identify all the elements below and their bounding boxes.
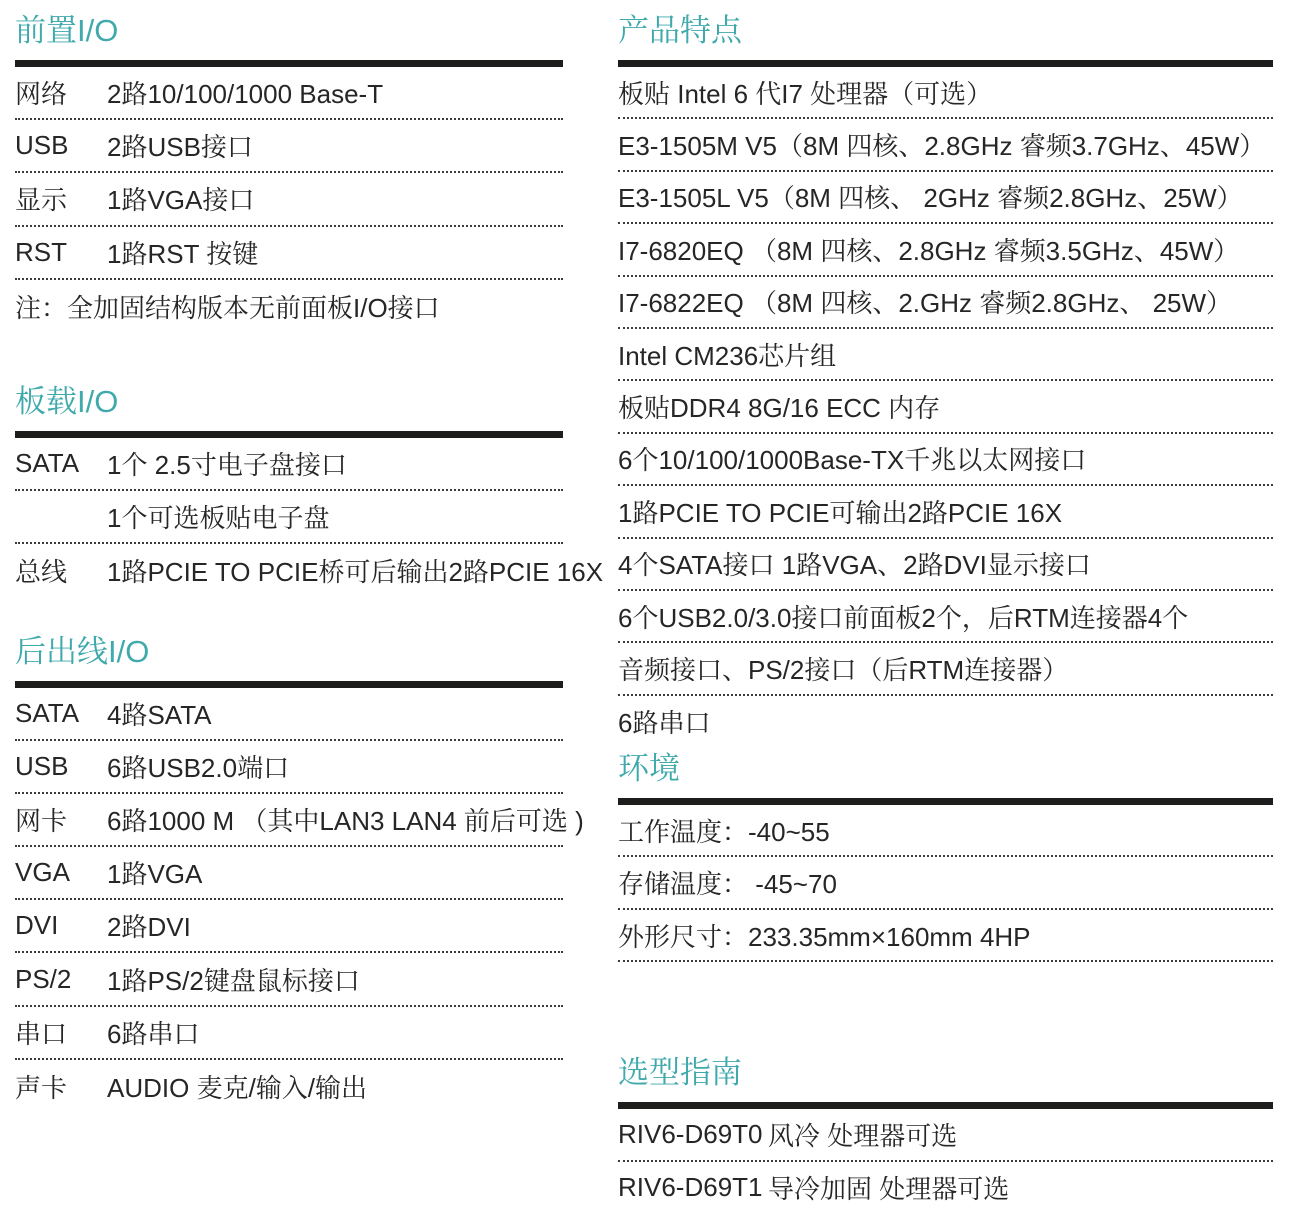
spec-label: SATA [15,448,80,479]
section-heavy-rule [618,798,1273,805]
spec-text: 板贴DDR4 8G/16 ECC 内存 [618,393,941,424]
spec-text: 6个10/100/1000Base-TX千兆以太网接口 [618,445,1087,476]
section-title-environment: 环境 [618,751,680,787]
spec-text: E3-1505M V5（8M 四核、2.8GHz 睿频3.7GHz、45W） [618,131,1266,162]
spec-text: 存储温度： -45~70 [618,869,837,900]
spec-value: 1路PCIE TO PCIE桥可后输出2路PCIE 16X [107,557,604,588]
spec-row [15,1060,563,1113]
spec-label: 声卡 [15,1072,68,1103]
spec-row [618,591,1273,643]
spec-label: DVI [15,910,59,941]
spec-label: 网络 [15,79,68,110]
spec-text: 4个SATA接口 1路VGA、2路DVI显示接口 [618,550,1091,581]
spec-row [618,486,1273,538]
section-title-selection-guide: 选型指南 [618,1055,742,1091]
spec-row [618,381,1273,433]
spec-value: 1个 2.5寸电子盘接口 [107,450,347,481]
spec-text: E3-1505L V5（8M 四核、 2GHz 睿频2.8GHz、25W） [618,183,1243,214]
section-heavy-rule [15,60,563,67]
spec-text: 音频接口、PS/2接口（后RTM连接器） [618,654,1069,685]
spec-row [618,224,1273,276]
section-selection-guide [618,1054,1273,1214]
right-column [618,0,1273,1214]
spec-text: 板贴 Intel 6 代I7 处理器（可选） [618,78,993,109]
spec-text: Intel CM236芯片组 [618,340,837,371]
spec-label: RST [15,236,67,267]
section-rear-io [15,633,584,1114]
section-heavy-rule [618,1102,1273,1109]
spec-value: AUDIO 麦克/输入/输出 [107,1072,368,1103]
spec-value: 1路PS/2键盘鼠标接口 [107,965,360,996]
section-front-io [15,12,563,333]
spec-value: 6路1000 M （其中LAN3 LAN4 前后可选 ) [107,805,584,836]
spec-row [618,1162,1273,1214]
spec-row [15,67,563,120]
spec-row [618,277,1273,329]
spec-note-row [15,280,563,333]
section-environment [618,750,1273,962]
spec-row [618,857,1273,909]
spec-value: 风冷 处理器可选 [768,1120,958,1151]
spec-row [15,953,563,1006]
spec-value: 1个可选板贴电子盘 [107,503,330,534]
spec-row [618,172,1273,224]
spec-row [618,805,1273,857]
section-onboard-io [15,383,604,598]
spec-label: USB [15,130,69,161]
spec-label: 串口 [15,1018,68,1049]
spec-row [15,1007,563,1060]
spec-value: 导冷加固 处理器可选 [768,1174,1010,1205]
spec-label: SATA [15,697,80,728]
section-title-front-io: 前置I/O [15,13,119,48]
spec-row [15,794,584,847]
spec-label: RIV6-D69T1 [618,1172,763,1203]
section-title-features: 产品特点 [618,13,742,48]
spec-row [15,847,563,900]
spec-row [15,900,563,953]
spec-row [618,643,1273,695]
spec-row [15,688,563,741]
spec-value: 1路VGA接口 [107,185,255,216]
spec-row [618,119,1273,171]
section-heavy-rule [15,431,563,438]
section-heavy-rule [15,681,563,688]
section-title-onboard-io: 板载I/O [15,383,119,419]
spec-row [15,120,563,173]
spec-value: 6路USB2.0端口 [107,752,290,783]
spec-row [15,544,604,597]
spec-text: 1路PCIE TO PCIE可输出2路PCIE 16X [618,497,1063,528]
section-features [618,12,1273,748]
spec-row [15,227,563,280]
spec-row [15,741,563,794]
spec-value: 1路RST 按键 [107,238,259,269]
spec-row [618,696,1273,748]
spec-text: 外形尺寸：233.35mm×160mm 4HP [618,921,1031,952]
spec-label: 总线 [15,557,68,588]
spec-note-text: 注：全加固结构版本无前面板I/O接口 [15,292,440,323]
section-heavy-rule [618,60,1273,67]
section-title-rear-io: 后出线I/O [15,633,150,669]
spec-text: 6路串口 [618,708,711,739]
spec-label: VGA [15,857,70,888]
spec-row [618,329,1273,381]
spec-label: USB [15,750,69,781]
left-column [15,0,604,1113]
spec-row [618,67,1273,119]
spec-label: 显示 [15,185,68,216]
spec-text: I7-6820EQ （8M 四核、2.8GHz 睿频3.5GHz、45W） [618,235,1240,266]
spec-value: 1路VGA [107,859,203,890]
spec-text: I7-6822EQ （8M 四核、2.GHz 睿频2.8GHz、 25W） [618,288,1233,319]
spec-value: 6路串口 [107,1018,200,1049]
spec-text: 6个USB2.0/3.0接口前面板2个，后RTM连接器4个 [618,602,1189,633]
spec-text: 工作温度：-40~55 [618,816,830,847]
spec-row [618,434,1273,486]
spec-label: 网卡 [15,805,68,836]
spec-row [15,438,563,491]
spec-value: 4路SATA [107,699,212,730]
spec-value: 2路DVI [107,912,191,943]
spec-label: RIV6-D69T0 [618,1118,763,1149]
spec-row [618,539,1273,591]
spec-row [15,173,563,226]
spec-value: 2路USB接口 [107,132,253,163]
spec-label: PS/2 [15,963,72,994]
spec-row [15,491,563,544]
spec-row [618,910,1273,962]
spec-value: 2路10/100/1000 Base-T [107,79,384,110]
spec-row [618,1109,1273,1161]
